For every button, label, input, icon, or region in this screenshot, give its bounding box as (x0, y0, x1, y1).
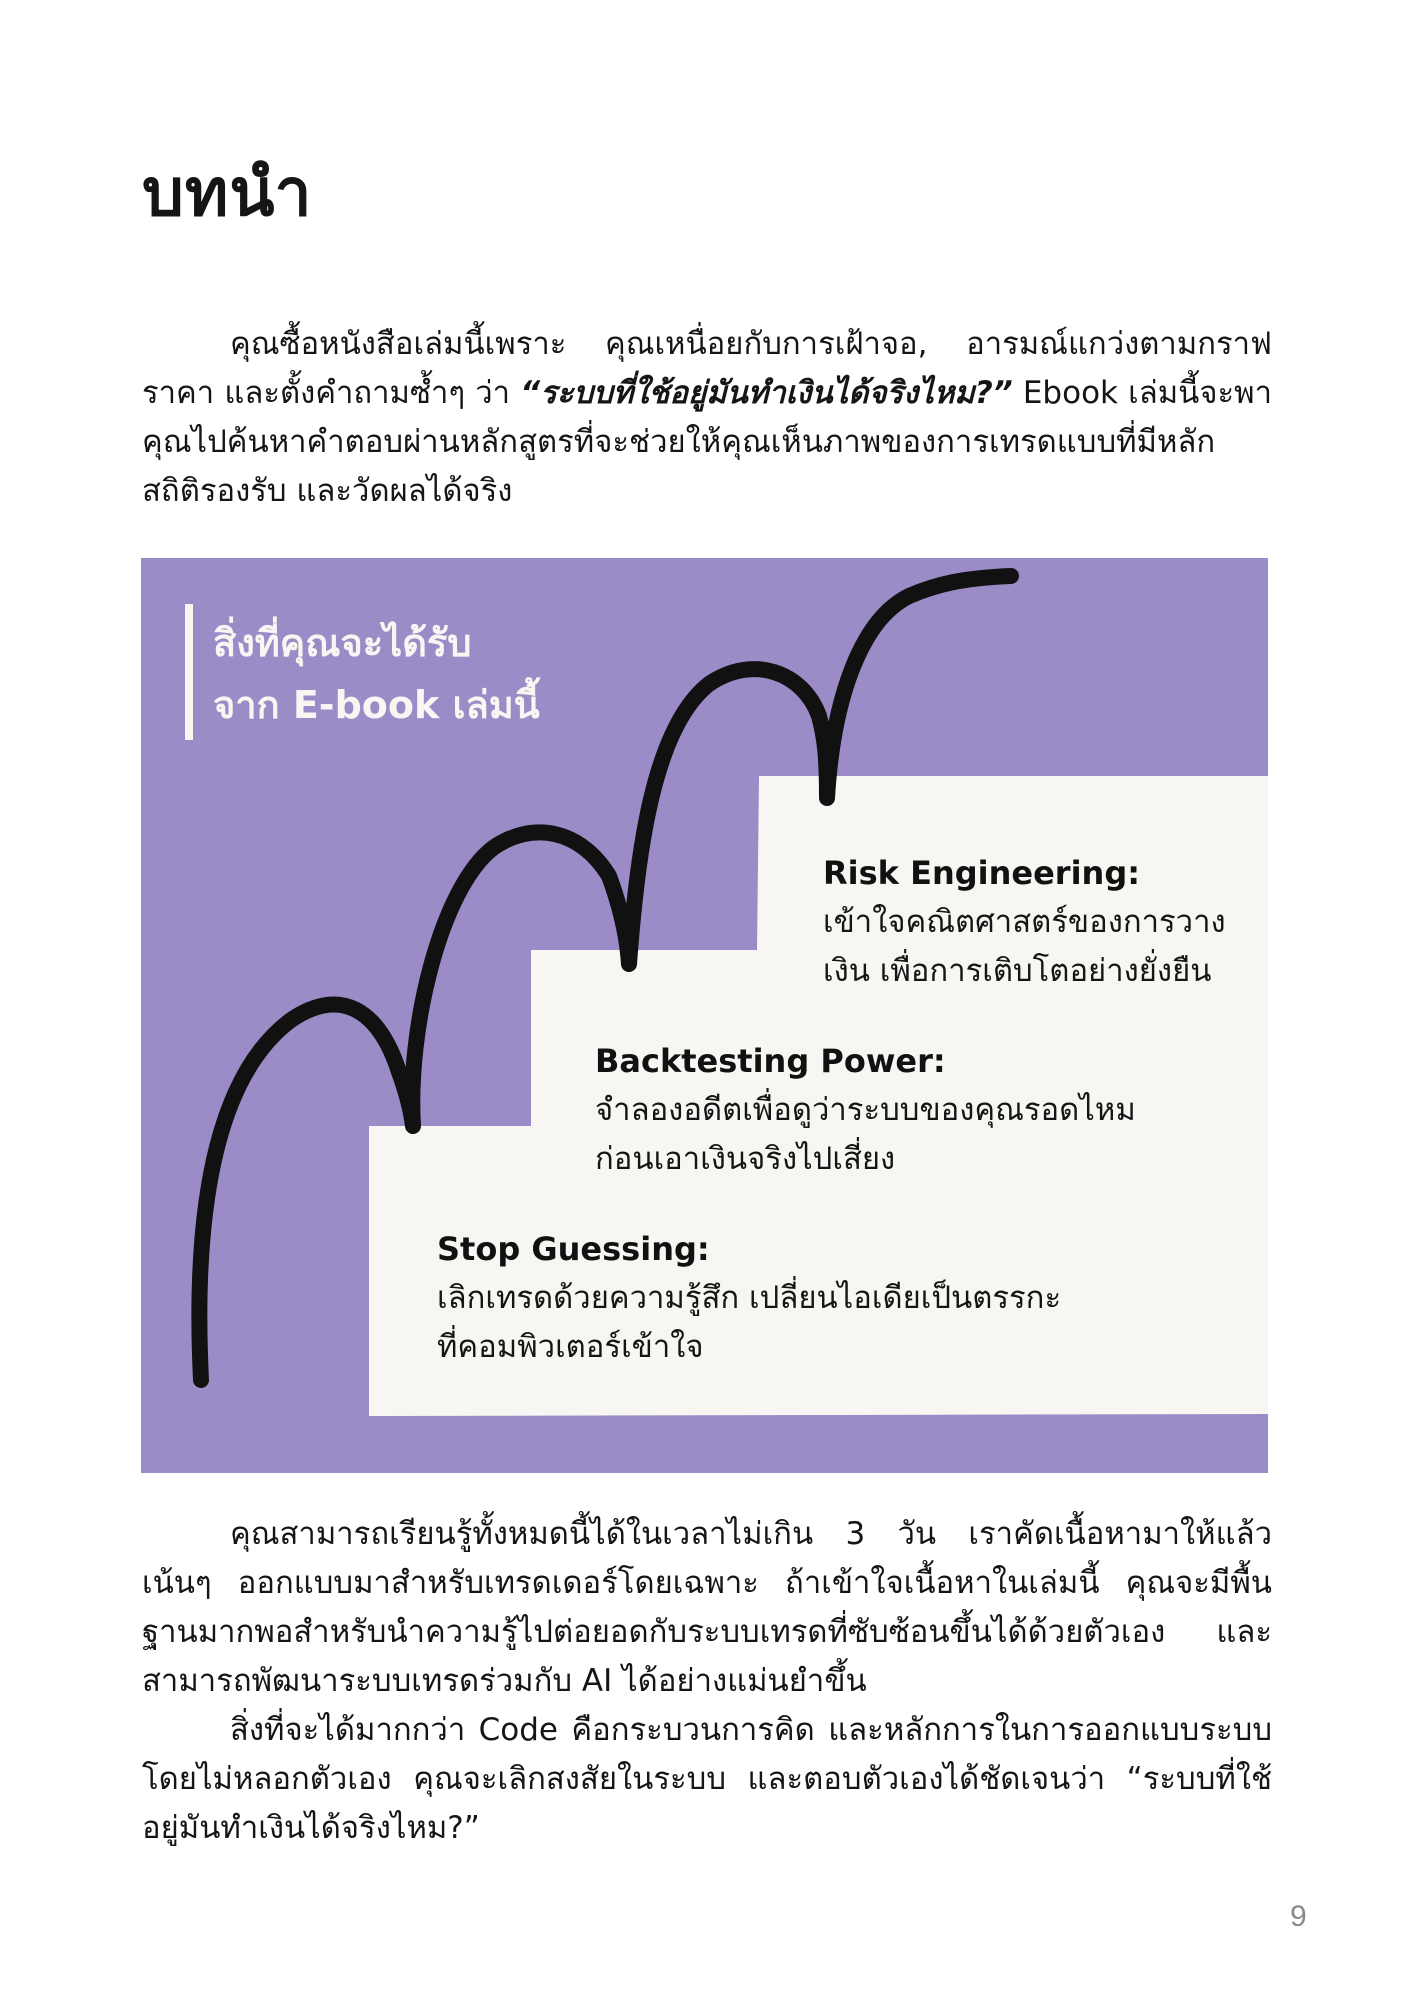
intro-text-start: คุณซื้อหนังสือเล่มนี้เพราะ คุณเหนื่อยกับการเฝ้าจอ, อารมณ์แกว่งตามกราฟราคา และตั้งคำถามซ้ำๆ ว่า (142, 326, 1272, 411)
step-guess-desc-2: ที่คอมพิวเตอร์เข้าใจ (437, 1329, 704, 1365)
step-guess-desc-1: เลิกเทรดด้วยความรู้สึก เปลี่ยนไอเดียเป็นตรรกะ (437, 1280, 1062, 1316)
step-backtest-desc-2: ก่อนเอาเงินจริงไปเสี่ยง (595, 1141, 896, 1177)
step-risk-desc-1: เข้าใจคณิตศาสตร์ของการวาง (823, 904, 1226, 940)
intro-paragraph (142, 320, 1272, 516)
benefits-panel (141, 558, 1268, 1473)
intro-text-end: Ebook เล่มนี้จะพาคุณไปค้นหาคำตอบผ่านหลักสูตรที่จะช่วยให้คุณเห็นภาพของการเทรดแบบที่มีหลักสถิติรองรับ และวัดผลได้จริง (142, 375, 1273, 509)
heading-accent-bar (185, 604, 193, 740)
step-backtest-desc-1: จำลองอดีตเพื่อดูว่าระบบของคุณรอดไหม (595, 1092, 1136, 1128)
outro-text-1: คุณสามารถเรียนรู้ทั้งหมดนี้ได้ในเวลาไม่เกิน 3 วัน เราคัดเนื้อหามาให้แล้วเน้นๆ ออกแบบมาสำหรับเทรดเดอร์โดยเฉพาะ ถ้าเข้าใจเนื้อหาในเล่มนี้ คุณจะมีพื้นฐานมากพอสำหรับนำความรู้ไปต่อยอดกับระบบเทรดที่ซับซ้อนขึ้นได้ด้วยตัวเอง และสามารถพัฒนาระบบเทรดร่วมกับ AI ได้อย่างแม่นยำขึ้น (142, 1516, 1272, 1699)
page-title: บทนำ (142, 154, 313, 231)
step-backtest-title: Backtesting Power: (595, 1042, 946, 1080)
outro-text-2: สิ่งที่จะได้มากกว่า Code คือกระบวนการคิด และหลักการในการออกแบบระบบโดยไม่หลอกตัวเอง คุณจะเลิกสงสัยในระบบ และตอบตัวเองได้ชัดเจนว่า “ระบบที่ใช้อยู่มันทำเงินได้จริงไหม?” (142, 1712, 1272, 1846)
panel-heading-line-1: สิ่งที่คุณจะได้รับ (213, 621, 472, 665)
outro-paragraph-2 (142, 1706, 1272, 1853)
intro-quote: “ระบบที่ใช้อยู่มันทำเงินได้จริงไหม?” (520, 375, 1013, 411)
page-number: 9 (1290, 1900, 1307, 1933)
step-guess-title: Stop Guessing: (437, 1230, 710, 1268)
panel-heading-line-2: จาก E-book เล่มนี้ (213, 683, 540, 727)
step-risk-title: Risk Engineering: (823, 854, 1141, 892)
outro-paragraph-1 (142, 1510, 1272, 1706)
step-risk-desc-2: เงิน เพื่อการเติบโตอย่างยั่งยืน (823, 953, 1212, 989)
